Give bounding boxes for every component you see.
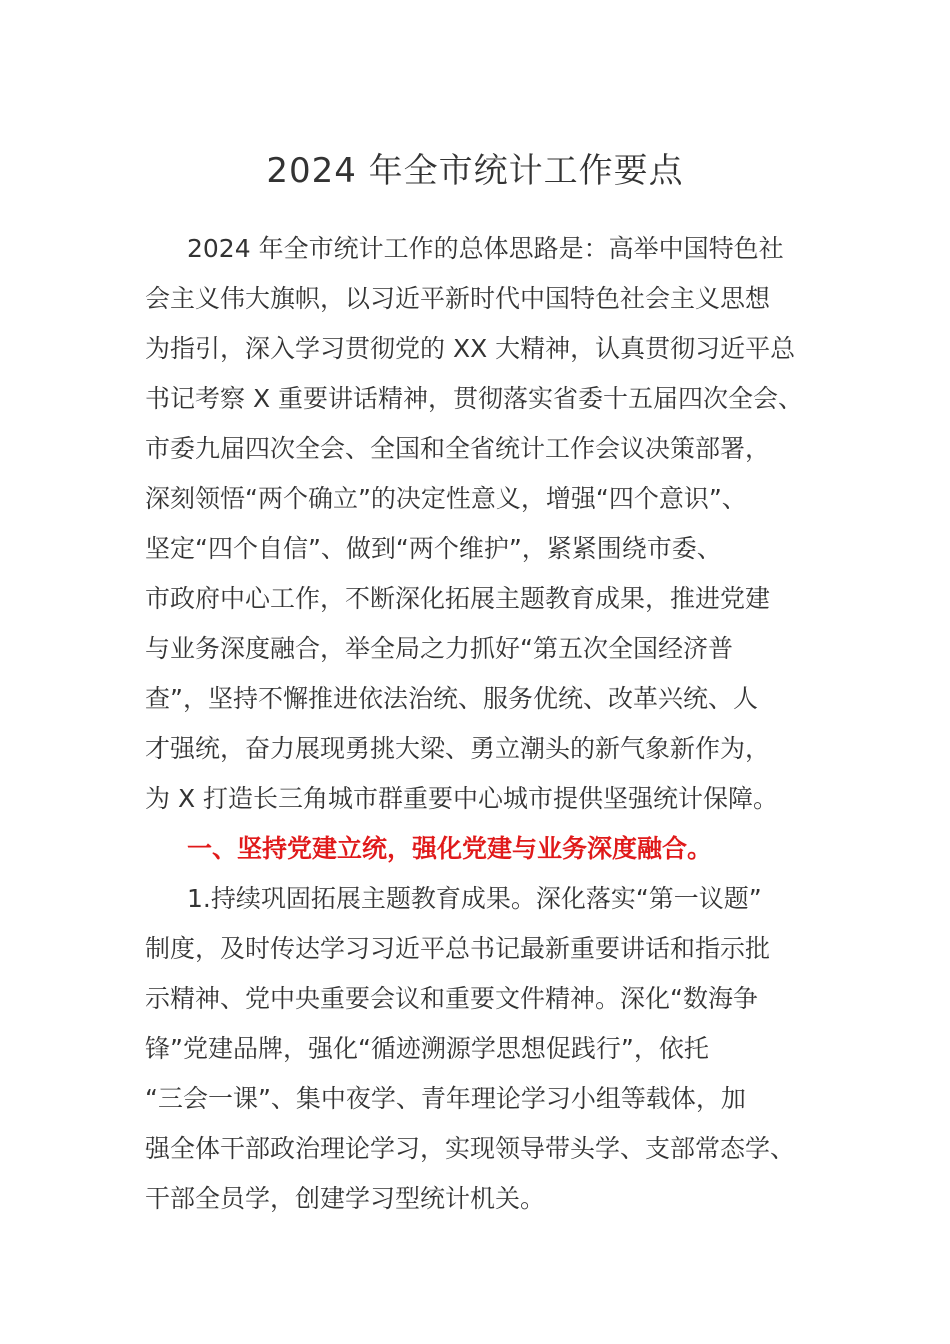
paragraph-line: 为指引，深入学习贯彻党的 XX 大精神，认真贯彻习近平总 [145,334,796,363]
paragraph-line: 深刻领悟“两个确立”的决定性意义，增强“四个意识”、 [145,484,747,513]
paragraph-line: 市委九届四次全会、全国和全省统计工作会议决策部署， [145,434,771,463]
paragraph-line: 干部全员学，创建学习型统计机关。 [145,1184,546,1213]
paragraph-line: 为 X 打造长三角城市群重要中心城市提供坚强统计保障。 [145,784,779,813]
paragraph-line: 制度，及时传达学习习近平总书记最新重要讲话和指示批 [145,934,771,963]
paragraph-line: 书记考察 X 重要讲话精神，贯彻落实省委十五届四次全会、 [145,384,804,413]
paragraph-line: 强全体干部政治理论学习，实现领导带头学、支部常态学、 [145,1134,796,1163]
paragraph-line: 才强统，奋力展现勇挑大梁、勇立潮头的新气象新作为， [145,734,771,763]
paragraph-line: 会主义伟大旗帜，以习近平新时代中国特色社会主义思想 [145,284,771,313]
paragraph-line: “三会一课”、集中夜学、青年理论学习小组等载体，加 [145,1084,746,1113]
document-title: 2024 年全市统计工作要点 [266,151,684,191]
paragraph-line: 与业务深度融合，举全局之力抓好“第五次全国经济普 [145,634,733,663]
item-paragraph [145,874,815,1224]
paragraph-line: 锋”党建品牌，强化“循迹溯源学思想促践行”，依托 [145,1034,709,1063]
intro-paragraph [145,224,815,824]
paragraph-line: 坚定“四个自信”、做到“两个维护”，紧紧围绕市委、 [145,534,722,563]
section-heading [145,824,815,874]
section-heading-text: 一、坚持党建立统，强化党建与业务深度融合。 [187,834,713,863]
paragraph-line: 示精神、党中央重要会议和重要文件精神。深化“数海争 [145,984,758,1013]
paragraph-line: 查”，坚持不懈推进依法治统、服务优统、改革兴统、人 [145,684,758,713]
document-body [145,224,815,1224]
paragraph-line: 市政府中心工作，不断深化拓展主题教育成果，推进党建 [145,584,771,613]
paragraph-line: 2024 年全市统计工作的总体思路是：高举中国特色社 [187,234,784,263]
paragraph-line: 1.持续巩固拓展主题教育成果。深化落实“第一议题” [187,884,762,913]
